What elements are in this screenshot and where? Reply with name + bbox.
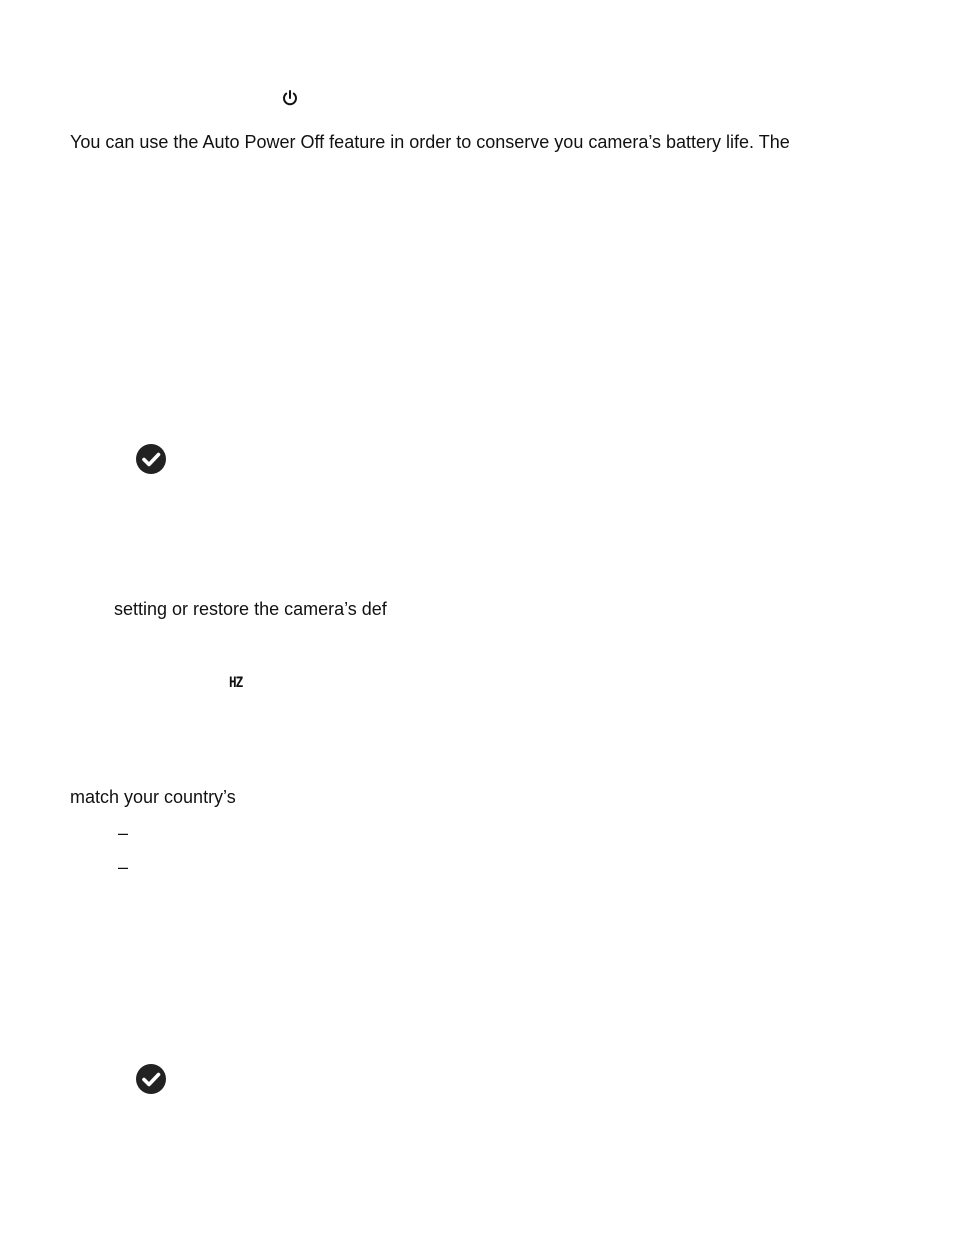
list-bullet-dash: –: [118, 823, 129, 843]
list-bullet-dash: –: [118, 857, 129, 877]
frequency-hz-icon: HZ: [229, 675, 243, 691]
restore-defaults-text: setting or restore the camera’s def: [114, 599, 387, 619]
check-circle-icon: [135, 443, 167, 475]
power-icon: [281, 89, 299, 107]
check-circle-icon: [135, 1063, 167, 1095]
frequency-paragraph: match your country’s: [70, 787, 236, 807]
auto-power-off-paragraph: You can use the Auto Power Off feature in order to conserve you camera’s battery life. The: [70, 132, 790, 152]
